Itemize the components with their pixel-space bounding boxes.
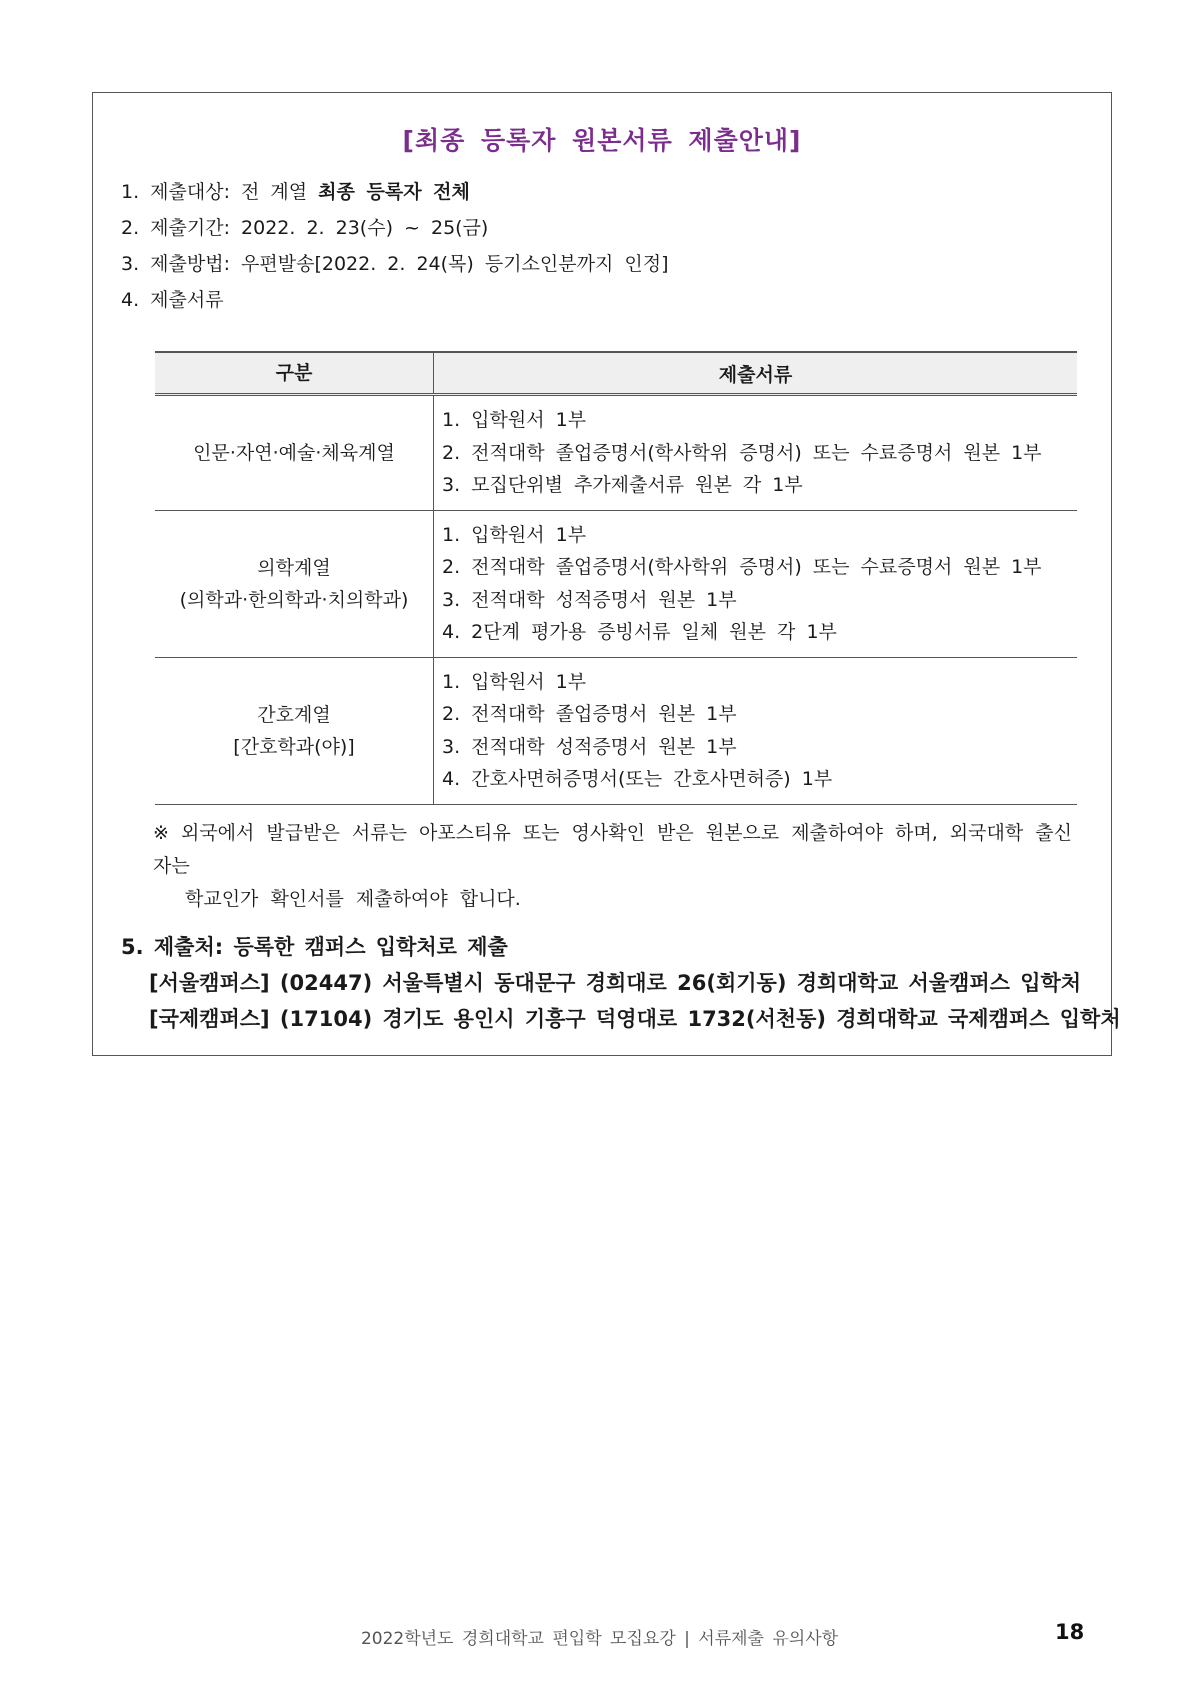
global-campus-address: [국제캠퍼스] (17104) 경기도 용인시 기흥구 덕영대로 1732(서천동) 경희대학교 국제캠퍼스 입학처 <box>149 1007 1121 1031</box>
item-target-emphasis: 최종 등록자 전체 <box>318 181 470 203</box>
section5-heading: 5. 제출처: 등록한 캠퍼스 입학처로 제출 <box>121 935 508 959</box>
row-category: 인문·자연·예술·체육계열 <box>155 395 434 511</box>
list-item: 2. 전적대학 졸업증명서(학사학위 증명서) 또는 수료증명서 원본 1부 <box>442 441 1042 464</box>
list-item: 4. 간호사면허증명서(또는 간호사면허증) 1부 <box>442 768 833 790</box>
item-target: 1. 제출대상: 전 계열 최종 등록자 전체 <box>121 181 470 203</box>
documents-table <box>155 351 1077 805</box>
foreign-docs-note: ※ 외국에서 발급받은 서류는 아포스티유 또는 영사확인 받은 원본으로 제출하여야 하며, 외국대학 출신자는 학교인가 확인서를 제출하여야 합니다. <box>153 822 1072 910</box>
row-documents <box>434 395 1078 511</box>
list-item: 1. 입학원서 1부 <box>442 409 587 431</box>
submission-address-section <box>121 929 1121 1037</box>
notice-title: [최종 등록자 원본서류 제출안내] <box>402 126 802 155</box>
page-footer: 2022학년도 경희대학교 편입학 모집요강 | 서류제출 유의사항 <box>360 1629 839 1649</box>
row-category: 의학계열 (의학과·한의학과·치의학과) <box>155 510 434 657</box>
list-item: 2. 전적대학 졸업증명서 원본 1부 <box>442 703 737 725</box>
item-documents: 4. 제출서류 <box>121 289 224 311</box>
table-row <box>155 657 1077 804</box>
list-item: 3. 모집단위별 추가제출서류 원본 각 1부 <box>442 474 803 496</box>
list-item: 1. 입학원서 1부 <box>442 670 587 693</box>
list-item: 4. 2단계 평가용 증빙서류 일체 원본 각 1부 <box>442 621 837 643</box>
list-item: 3. 전적대학 성적증명서 원본 1부 <box>442 588 737 611</box>
row-documents <box>434 510 1078 657</box>
table-row <box>155 510 1077 657</box>
header-documents: 제출서류 <box>434 352 1078 395</box>
row-category: 간호계열 [간호학과(야)] <box>155 657 434 804</box>
item-method: 3. 제출방법: 우편발송[2022. 2. 24(목) 등기소인분까지 인정] <box>121 253 669 275</box>
list-item: 2. 전적대학 졸업증명서(학사학위 증명서) 또는 수료증명서 원본 1부 <box>442 556 1042 578</box>
seoul-campus-address: [서울캠퍼스] (02447) 서울특별시 동대문구 경희대로 26(회기동) 경희대학교 서울캠퍼스 입학처 <box>149 971 1082 995</box>
table-header-row <box>155 352 1077 395</box>
header-category: 구분 <box>155 352 434 395</box>
page-number: 18 <box>1055 1620 1085 1644</box>
item-period: 2. 제출기간: 2022. 2. 23(수) ~ 25(금) <box>121 217 489 239</box>
row-documents <box>434 657 1078 804</box>
notice-box <box>92 92 1121 1056</box>
list-item: 1. 입학원서 1부 <box>442 523 587 546</box>
table-row <box>155 395 1077 511</box>
list-item: 3. 전적대학 성적증명서 원본 1부 <box>442 735 737 758</box>
